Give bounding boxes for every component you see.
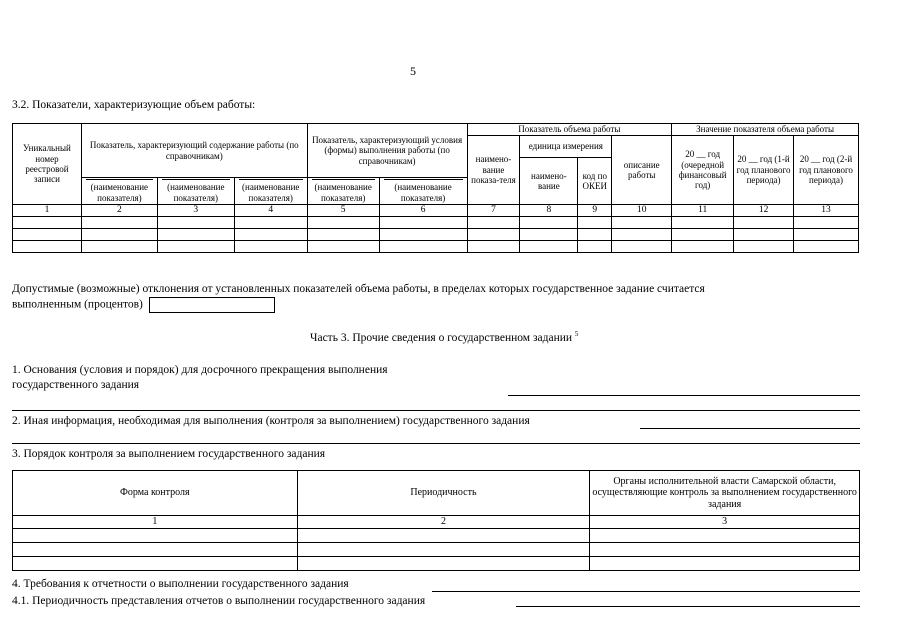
column-index: 13 [794,205,859,217]
item-4-fill-line [432,591,860,592]
header-periodicity: Периодичность [297,471,590,516]
column-index: 7 [467,205,520,217]
item-2-fill-line-2 [12,443,860,444]
header-unit-code: код по ОКЕИ [578,158,612,205]
column-index: 3 [157,205,234,217]
percent-input-box[interactable] [149,297,275,313]
table-row [13,216,859,228]
control-table [12,470,860,571]
column-index: 2 [81,205,157,217]
header-volume-indicator: Показатель объема работы [467,124,672,136]
footnote-marker: 5 [574,330,579,338]
deviation-line-2: выполненным (процентов) [12,298,143,311]
table-row [13,228,859,240]
item-3-control-order: 3. Порядок контроля за выполнением государственного задания [12,448,326,460]
header-unique-number: Уникальный номер реестровой записи [13,124,82,205]
header-conditions-indicator: Показатель, характеризующий условия (формы) выполнения работы (по справочникам) [307,124,467,178]
column-index: 9 [578,205,612,217]
item-1-grounds: 1. Основания (условия и порядок) для досрочного прекращения выполнения государственного задания [12,364,388,391]
page-number: 5 [410,64,416,78]
deviation-line-1: Допустимые (возможные) отклонения от установленных показателей объема работы, в пределах которых государственное задание считается [12,283,705,295]
item-4-1-fill-line [516,606,860,607]
table-row [13,542,860,556]
work-volume-table [12,123,859,253]
header-control-form: Форма контроля [13,471,298,516]
header-work-description: описание работы [612,136,672,205]
deviation-paragraph [12,282,860,313]
table-row [13,556,860,570]
column-index: 1 [13,205,82,217]
part-3-title: Часть 3. Прочие сведения о государственном задании $^5$ [310,330,579,344]
header-year-plan-2: 20 __ год (2-й год планового периода) [794,136,859,205]
header-conditions-name-1: (наименование показателя) [307,178,379,205]
item-2-other-info: 2. Иная информация, необходимая для выполнения (контроля за выполнением) государственного задания [12,415,530,427]
column-index: 1 [13,516,298,529]
column-index: 3 [590,516,860,529]
column-index: 12 [734,205,794,217]
table-row [13,240,859,252]
item-4-reporting: 4. Требования к отчетности о выполнении государственного задания [12,578,349,590]
header-conditions-name-2: (наименование показателя) [379,178,467,205]
column-index: 4 [234,205,307,217]
item-1-fill-line-2 [12,410,860,411]
section-3-2-title: 3.2. Показатели, характеризующие объем работы: [12,99,256,111]
header-volume-value: Значение показателя объема работы [672,124,859,136]
column-index: 5 [307,205,379,217]
item-2-fill-line [640,428,860,429]
header-content-name-2: (наименование показателя) [157,178,234,205]
header-content-name-1: (наименование показателя) [81,178,157,205]
header-year-plan-1: 20 __ год (1-й год планового периода) [734,136,794,205]
column-index: 8 [520,205,578,217]
header-control-bodies: Органы исполнительной власти Самарской области, осуществляющие контроль за выполнением государственного задания [590,471,860,516]
item-4-1-periodicity: 4.1. Периодичность представления отчетов о выполнении государственного задания [12,595,426,607]
column-index: 6 [379,205,467,217]
header-content-indicator: Показатель, характеризующий содержание работы (по справочникам) [81,124,307,178]
header-unit-name: наимено-вание [520,158,578,205]
header-unit: единица измерения [520,136,612,158]
column-index: 10 [612,205,672,217]
table-row [13,528,860,542]
header-year-current: 20 __ год (очередной финансовый год) [672,136,734,205]
column-index: 11 [672,205,734,217]
column-index: 2 [297,516,590,529]
item-1-fill-line [508,395,860,396]
header-content-name-3: (наименование показателя) [234,178,307,205]
header-volume-name: наимено-вание показа-теля [467,136,520,205]
